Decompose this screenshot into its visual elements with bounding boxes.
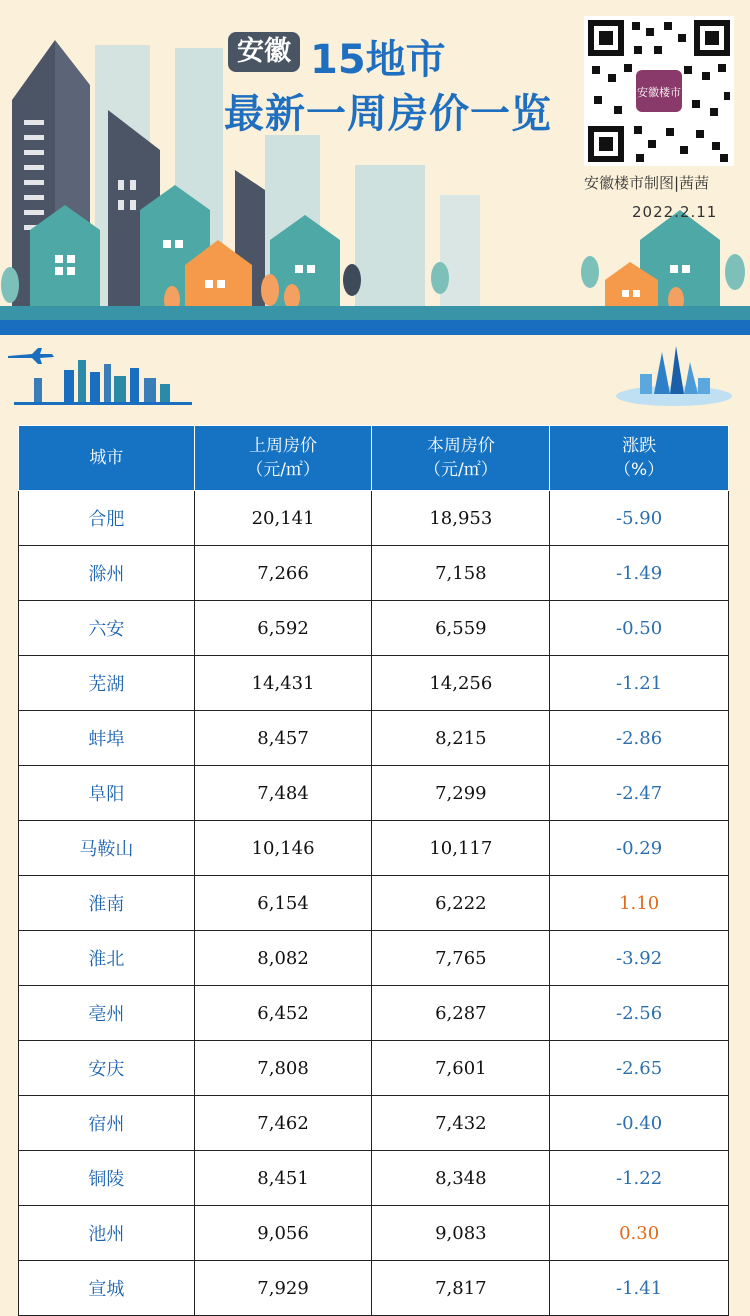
change-cell: -2.65 xyxy=(550,1041,729,1096)
table-row xyxy=(19,1041,729,1096)
this-week-price-cell: 8,348 xyxy=(372,1151,550,1206)
table-row xyxy=(19,766,729,821)
publish-date: 2022.2.11 xyxy=(632,203,718,221)
change-cell: -1.49 xyxy=(550,546,729,601)
city-cell: 马鞍山 xyxy=(19,821,195,876)
change-cell: -0.29 xyxy=(550,821,729,876)
this-week-price-cell: 18,953 xyxy=(372,491,550,546)
city-cell: 宿州 xyxy=(19,1096,195,1151)
city-cell: 亳州 xyxy=(19,986,195,1041)
page-title-line2: 最新一周房价一览 xyxy=(224,91,552,137)
qr-code xyxy=(584,16,734,166)
column-header-last-week: 上周房价 （元/㎡） xyxy=(194,426,372,491)
qr-logo-text: 安徽楼市 xyxy=(637,86,681,99)
table-row xyxy=(19,876,729,931)
this-week-price-cell: 7,817 xyxy=(372,1261,550,1316)
table-row xyxy=(19,491,729,546)
table-row xyxy=(19,1151,729,1206)
header-banner xyxy=(0,0,750,335)
table-row xyxy=(19,931,729,986)
this-week-price-cell: 14,256 xyxy=(372,656,550,711)
table-row xyxy=(19,711,729,766)
last-week-price-cell: 6,592 xyxy=(194,601,372,656)
change-cell: -5.90 xyxy=(550,491,729,546)
table-row xyxy=(19,986,729,1041)
city-cell: 滁州 xyxy=(19,546,195,601)
blue-band xyxy=(0,320,750,335)
table-row xyxy=(19,601,729,656)
airplane-skyline-icon xyxy=(4,340,194,410)
credit-text: 安徽楼市制图|茜茜 xyxy=(584,174,710,192)
change-cell: -2.47 xyxy=(550,766,729,821)
qr-code-icon xyxy=(584,16,734,166)
last-week-price-cell: 7,929 xyxy=(194,1261,372,1316)
change-cell: -1.21 xyxy=(550,656,729,711)
this-week-price-cell: 8,215 xyxy=(372,711,550,766)
plane-skyline-decoration xyxy=(4,340,194,414)
this-week-price-cell: 6,559 xyxy=(372,601,550,656)
table-body xyxy=(19,491,729,1316)
last-week-price-cell: 6,452 xyxy=(194,986,372,1041)
city-cell: 铜陵 xyxy=(19,1151,195,1206)
change-cell: -0.40 xyxy=(550,1096,729,1151)
table-header-row xyxy=(19,426,729,491)
change-cell: -0.50 xyxy=(550,601,729,656)
city-cell: 蚌埠 xyxy=(19,711,195,766)
column-header-change: 涨跌 （%） xyxy=(550,426,729,491)
this-week-price-cell: 7,601 xyxy=(372,1041,550,1096)
city-cell: 宣城 xyxy=(19,1261,195,1316)
city-cell: 芜湖 xyxy=(19,656,195,711)
this-week-price-cell: 9,083 xyxy=(372,1206,550,1261)
city-cell: 六安 xyxy=(19,601,195,656)
this-week-price-cell: 7,765 xyxy=(372,931,550,986)
change-cell: -2.56 xyxy=(550,986,729,1041)
change-cell: -2.86 xyxy=(550,711,729,766)
last-week-price-cell: 9,056 xyxy=(194,1206,372,1261)
change-cell: -1.41 xyxy=(550,1261,729,1316)
table-row xyxy=(19,656,729,711)
last-week-price-cell: 7,808 xyxy=(194,1041,372,1096)
this-week-price-cell: 6,287 xyxy=(372,986,550,1041)
this-week-price-cell: 7,299 xyxy=(372,766,550,821)
change-cell: 0.30 xyxy=(550,1206,729,1261)
last-week-price-cell: 8,457 xyxy=(194,711,372,766)
last-week-price-cell: 8,082 xyxy=(194,931,372,986)
last-week-price-cell: 20,141 xyxy=(194,491,372,546)
change-cell: -3.92 xyxy=(550,931,729,986)
table-row xyxy=(19,546,729,601)
last-week-price-cell: 8,451 xyxy=(194,1151,372,1206)
table-row xyxy=(19,1261,729,1316)
city-cell: 淮北 xyxy=(19,931,195,986)
table-row xyxy=(19,1096,729,1151)
city-cell: 池州 xyxy=(19,1206,195,1261)
this-week-price-cell: 10,117 xyxy=(372,821,550,876)
table-row xyxy=(19,1206,729,1261)
ground-strip xyxy=(0,306,750,320)
column-header-city: 城市 xyxy=(19,426,195,491)
city-cell: 合肥 xyxy=(19,491,195,546)
city-cell: 阜阳 xyxy=(19,766,195,821)
city-cell: 淮南 xyxy=(19,876,195,931)
change-cell: -1.22 xyxy=(550,1151,729,1206)
table-row xyxy=(19,821,729,876)
house-price-table xyxy=(18,425,729,1316)
change-cell: 1.10 xyxy=(550,876,729,931)
page-title-line1: 15地市 xyxy=(310,37,446,83)
last-week-price-cell: 10,146 xyxy=(194,821,372,876)
glass-city-decoration xyxy=(614,344,734,418)
last-week-price-cell: 6,154 xyxy=(194,876,372,931)
city-cell: 安庆 xyxy=(19,1041,195,1096)
last-week-price-cell: 14,431 xyxy=(194,656,372,711)
last-week-price-cell: 7,266 xyxy=(194,546,372,601)
this-week-price-cell: 7,158 xyxy=(372,546,550,601)
last-week-price-cell: 7,462 xyxy=(194,1096,372,1151)
last-week-price-cell: 7,484 xyxy=(194,766,372,821)
column-header-this-week: 本周房价 （元/㎡） xyxy=(372,426,550,491)
province-tag: 安徽 xyxy=(228,32,300,72)
this-week-price-cell: 7,432 xyxy=(372,1096,550,1151)
this-week-price-cell: 6,222 xyxy=(372,876,550,931)
glass-towers-icon xyxy=(614,344,734,414)
